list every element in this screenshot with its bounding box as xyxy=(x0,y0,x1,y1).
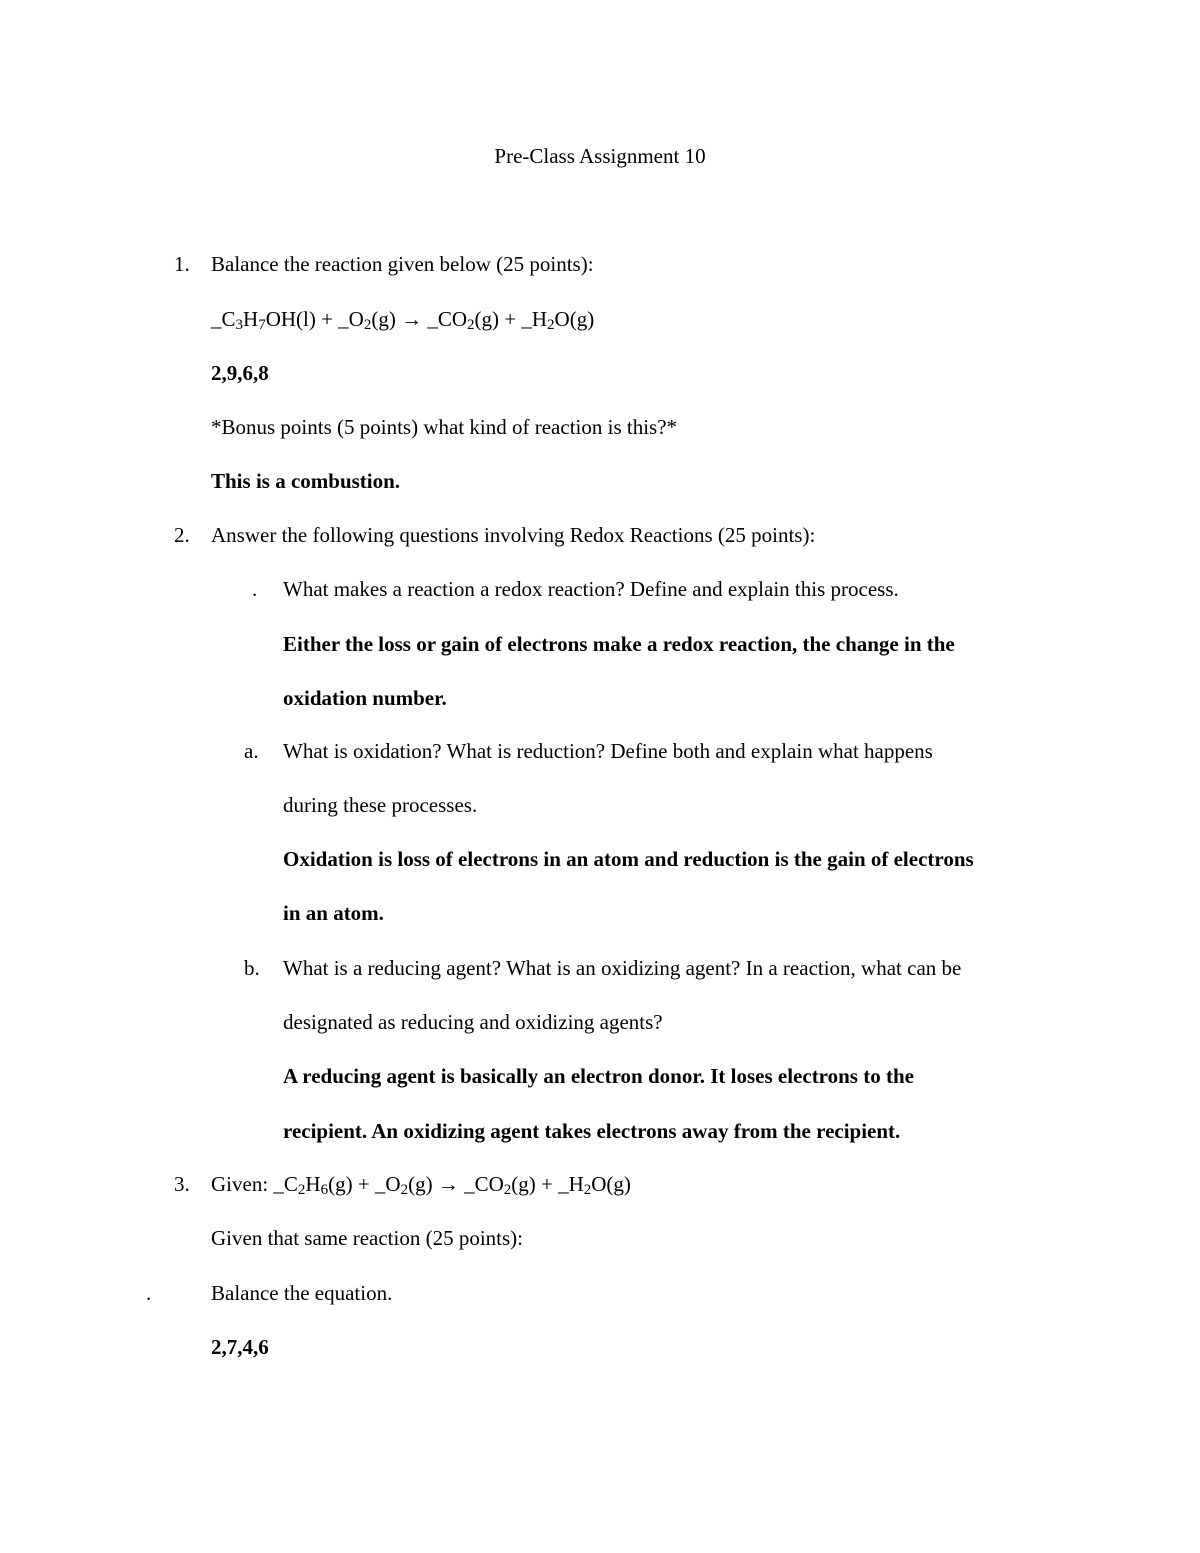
question-2-sub0-marker: . xyxy=(252,577,258,601)
question-2b-answer-line-1: A reducing agent is basically an electron donor. It loses electrons to the xyxy=(283,1064,914,1088)
question-2b-marker: b. xyxy=(244,956,260,980)
question-2-sub0-answer-line-2: oxidation number. xyxy=(283,686,447,710)
question-3-sub0-question: Balance the equation. xyxy=(211,1281,393,1305)
question-3-equation: Given: $\_C_2H_6(g)$ + $\_O_2(g)$ → $\_CO_2(g)$ + $\_H_2O(g)$ xyxy=(211,1172,631,1198)
question-2-sub0-answer-line-1: Either the loss or gain of electrons make a redox reaction, the change in the xyxy=(283,632,955,656)
question-2b-question-line-1: What is a reducing agent? What is an oxidizing agent? In a reaction, what can be xyxy=(283,956,962,980)
question-3-prompt: Given that same reaction (25 points): xyxy=(211,1226,523,1250)
question-2a-question-line-1: What is oxidation? What is reduction? Define both and explain what happens xyxy=(283,739,933,763)
question-2b-question-line-2: designated as reducing and oxidizing agents? xyxy=(283,1010,663,1034)
page-title: Pre-Class Assignment 10 xyxy=(494,144,706,168)
question-2-sub0-question: What makes a reaction a redox reaction? Define and explain this process. xyxy=(283,577,899,601)
question-3-answer: 2,7,4,6 xyxy=(211,1335,269,1359)
question-2-prompt: Answer the following questions involving Redox Reactions (25 points): xyxy=(211,523,816,547)
question-3-sub0-marker: . xyxy=(146,1281,152,1305)
question-3-number: 3. xyxy=(174,1172,190,1196)
question-2a-marker: a. xyxy=(244,739,259,763)
question-1-prompt: Balance the reaction given below (25 points): xyxy=(211,252,594,276)
question-2a-question-line-2: during these processes. xyxy=(283,793,478,817)
question-2b-answer-line-2: recipient. An oxidizing agent takes electrons away from the recipient. xyxy=(283,1119,901,1143)
question-1-bonus: *Bonus points (5 points) what kind of reaction is this?* xyxy=(211,415,678,439)
question-1-equation: $\_C_3H_7OH(l)$ + $\_O_2(g)$ → $\_CO_2(g)$ + $\_H_2O(g)$ xyxy=(211,307,595,333)
question-1-bonus-answer: This is a combustion. xyxy=(211,469,401,493)
question-2a-answer-line-2: in an atom. xyxy=(283,901,384,925)
question-2-number: 2. xyxy=(174,523,190,547)
question-2a-answer-line-1: Oxidation is loss of electrons in an atom and reduction is the gain of electrons xyxy=(283,847,974,871)
question-1-answer: 2,9,6,8 xyxy=(211,361,269,385)
question-1-number: 1. xyxy=(174,252,190,276)
